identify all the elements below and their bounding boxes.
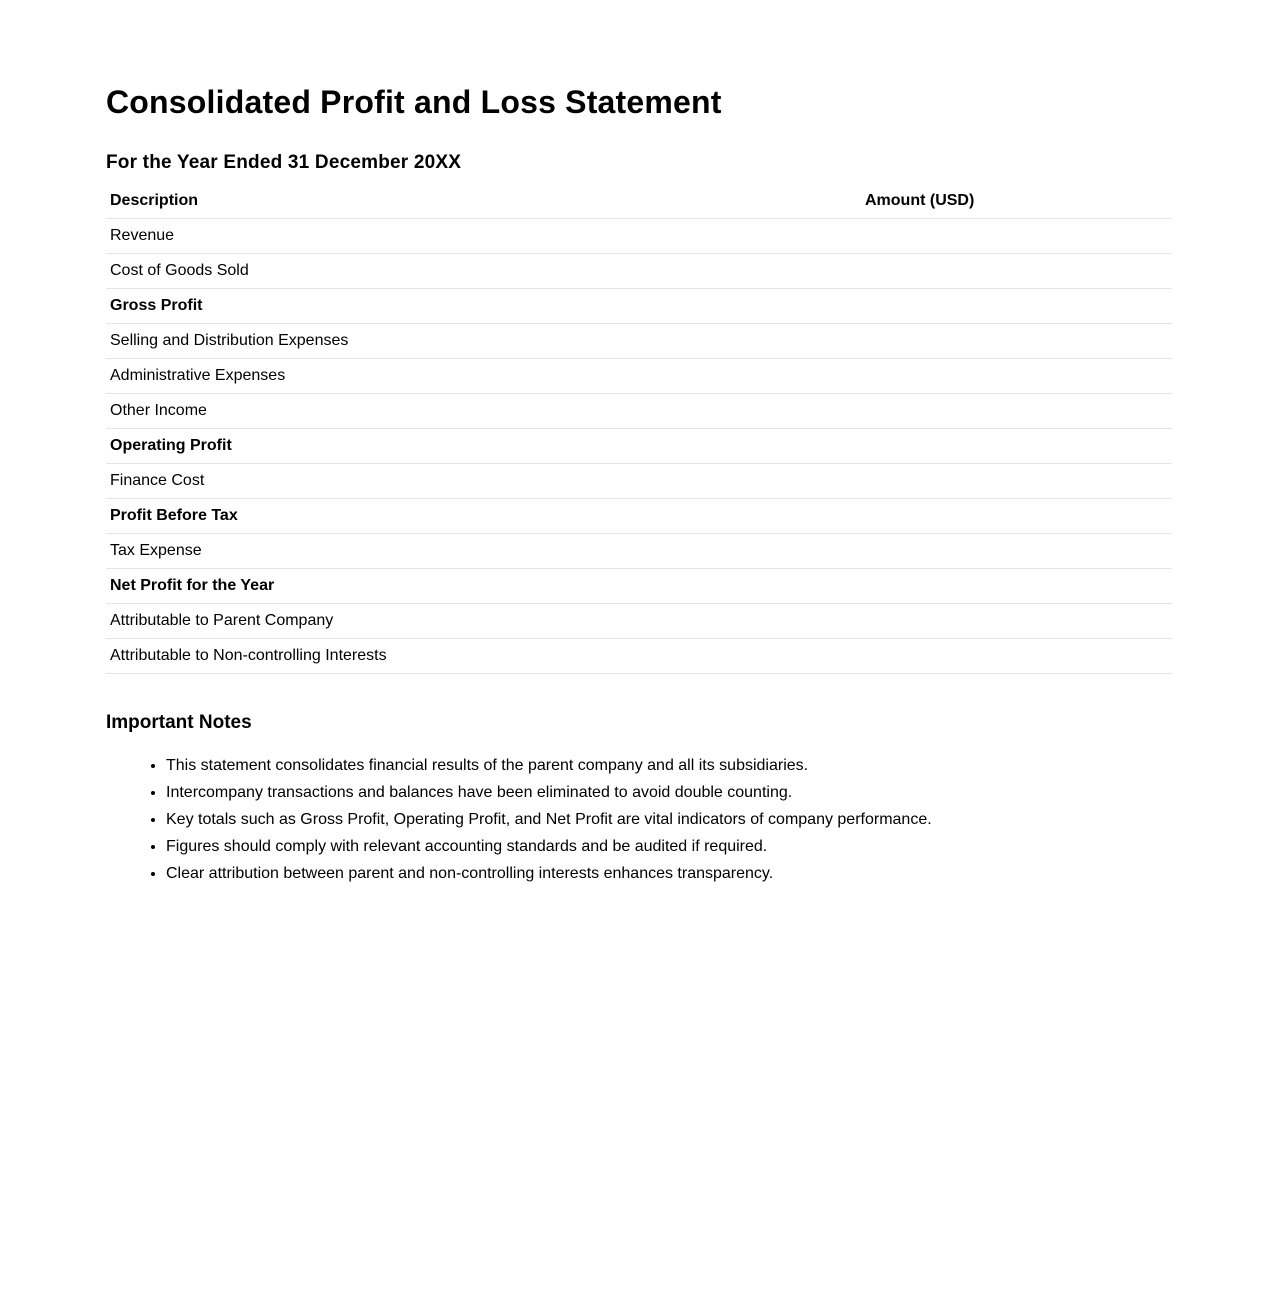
table-row (106, 289, 1172, 324)
row-description: Cost of Goods Sold (106, 254, 861, 289)
note-item: • Intercompany transactions and balances have been eliminated to avoid double counting. (166, 779, 1172, 806)
row-amount (861, 289, 1172, 324)
row-amount (861, 394, 1172, 429)
row-description: Net Profit for the Year (106, 569, 861, 604)
row-description: Attributable to Non-controlling Interests (106, 639, 861, 674)
page-title: Consolidated Profit and Loss Statement (106, 84, 722, 120)
note-item: • Clear attribution between parent and non-controlling interests enhances transparency. (166, 860, 1172, 887)
row-description: Administrative Expenses (106, 359, 861, 394)
table-row (106, 429, 1172, 464)
row-description: Gross Profit (106, 289, 861, 324)
table-row (106, 394, 1172, 429)
row-amount (861, 464, 1172, 499)
table-row (106, 639, 1172, 674)
row-amount (861, 359, 1172, 394)
table-row (106, 464, 1172, 499)
table-header-row (106, 184, 1172, 219)
table-row (106, 324, 1172, 359)
note-item: • This statement consolidates financial results of the parent company and all its subsidiaries. (166, 752, 1172, 779)
description-header: Description (106, 184, 861, 219)
row-description: Attributable to Parent Company (106, 604, 861, 639)
pl-table (106, 184, 1172, 674)
row-amount (861, 534, 1172, 569)
row-amount (861, 324, 1172, 359)
period-subtitle: For the Year Ended 31 December 20XX (106, 152, 462, 173)
row-amount (861, 219, 1172, 254)
notes-list (106, 752, 1172, 887)
table-row (106, 569, 1172, 604)
row-description: Finance Cost (106, 464, 861, 499)
row-amount (861, 604, 1172, 639)
table-body (106, 219, 1172, 674)
row-amount (861, 569, 1172, 604)
table-row (106, 219, 1172, 254)
row-description: Other Income (106, 394, 861, 429)
row-amount (861, 499, 1172, 534)
note-item: • Figures should comply with relevant accounting standards and be audited if required. (166, 833, 1172, 860)
table-row (106, 534, 1172, 569)
note-item: • Key totals such as Gross Profit, Operating Profit, and Net Profit are vital indicators of company performance. (166, 806, 1172, 833)
table-row (106, 604, 1172, 639)
row-amount (861, 429, 1172, 464)
row-description: Selling and Distribution Expenses (106, 324, 861, 359)
amount-header: Amount (USD) (861, 184, 1172, 219)
notes-heading: Important Notes (106, 712, 252, 733)
row-description: Operating Profit (106, 429, 861, 464)
row-description: Revenue (106, 219, 861, 254)
table-row (106, 254, 1172, 289)
statement-page (106, 80, 1172, 887)
row-description: Tax Expense (106, 534, 861, 569)
table-row (106, 359, 1172, 394)
table-row (106, 499, 1172, 534)
row-amount (861, 254, 1172, 289)
row-description: Profit Before Tax (106, 499, 861, 534)
row-amount (861, 639, 1172, 674)
